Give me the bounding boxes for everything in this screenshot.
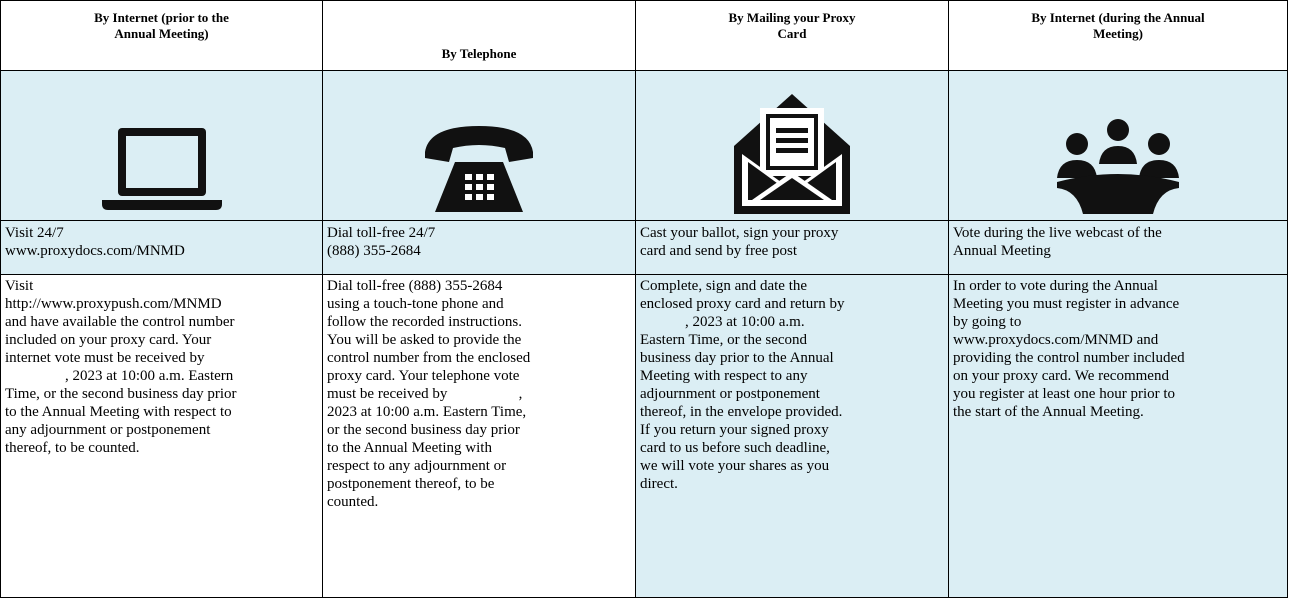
detail-line: direct. xyxy=(640,476,678,492)
detail-line: providing the control number included xyxy=(953,350,1185,366)
detail-line: follow the recorded instructions. xyxy=(327,314,522,330)
detail-internet-during xyxy=(949,275,1288,598)
detail-line: Eastern Time, or the second xyxy=(640,332,808,348)
summary-row xyxy=(1,221,1288,275)
detail-mail xyxy=(636,275,949,598)
icon-cell-internet-during xyxy=(949,71,1288,221)
detail-line: You will be asked to provide the xyxy=(327,332,522,348)
detail-internet-prior xyxy=(1,275,323,598)
header-mail xyxy=(636,1,949,71)
header-row xyxy=(1,1,1288,71)
detail-line: proxy card. Your telephone vote xyxy=(327,368,520,384)
detail-line: Meeting with respect to any xyxy=(640,368,808,384)
header-line: Meeting) xyxy=(1093,26,1143,41)
header-telephone xyxy=(323,1,636,71)
header-line: By Internet (prior to the xyxy=(94,10,229,25)
detail-line: respect to any adjournment or xyxy=(327,458,507,474)
detail-line: www.proxydocs.com/MNMD and xyxy=(953,332,1159,348)
detail-line: and have available the control number xyxy=(5,314,235,330)
meeting-people-icon xyxy=(1055,116,1181,216)
header-internet-prior xyxy=(1,1,323,71)
detail-line: control number from the enclosed xyxy=(327,350,531,366)
header-line: By Mailing your Proxy xyxy=(728,10,856,25)
detail-line: any adjournment or postponement xyxy=(5,422,211,438)
header-internet-during xyxy=(949,1,1288,71)
summary-line: card and send by free post xyxy=(640,243,798,259)
detail-line: counted. xyxy=(327,494,379,510)
detail-line: Time, or the second business day prior xyxy=(5,386,237,402)
header-line: By Telephone xyxy=(441,46,517,61)
summary-line: www.proxydocs.com/MNMD xyxy=(5,243,185,259)
icon-cell-internet-prior xyxy=(1,71,323,221)
detail-telephone xyxy=(323,275,636,598)
telephone-icon xyxy=(419,122,539,214)
detail-line: internet vote must be received by xyxy=(5,350,205,366)
detail-line: business day prior to the Annual xyxy=(640,350,834,366)
detail-line: Meeting you must register in advance xyxy=(953,296,1180,312)
header-line: Card xyxy=(777,26,807,41)
detail-line: 2023 at 10:00 a.m. Eastern Time, xyxy=(327,404,527,420)
detail-line: , 2023 at 10:00 a.m. Eastern xyxy=(5,368,234,384)
detail-line: the start of the Annual Meeting. xyxy=(953,404,1144,420)
header-line: By Internet (during the Annual xyxy=(1031,10,1205,25)
summary-line: Visit 24/7 xyxy=(5,225,64,241)
detail-line: or the second business day prior xyxy=(327,422,520,438)
summary-mail xyxy=(636,221,949,275)
detail-line: we will vote your shares as you xyxy=(640,458,830,474)
summary-line: Annual Meeting xyxy=(953,243,1051,259)
detail-line: thereof, in the envelope provided. xyxy=(640,404,843,420)
detail-line: by going to xyxy=(953,314,1022,330)
detail-line: If you return your signed proxy xyxy=(640,422,829,438)
summary-line: Dial toll-free 24/7 xyxy=(327,225,436,241)
detail-line: , 2023 at 10:00 a.m. xyxy=(640,314,805,330)
detail-line: enclosed proxy card and return by xyxy=(640,296,845,312)
detail-line: card to us before such deadline, xyxy=(640,440,830,456)
detail-line: Dial toll-free (888) 355-2684 xyxy=(327,278,503,294)
icon-row xyxy=(1,71,1288,221)
summary-line: Cast your ballot, sign your proxy xyxy=(640,225,839,241)
detail-line: thereof, to be counted. xyxy=(5,440,140,456)
header-line: Annual Meeting) xyxy=(114,26,209,41)
detail-line: postponement thereof, to be xyxy=(327,476,495,492)
icon-cell-telephone xyxy=(323,71,636,221)
detail-line: on your proxy card. We recommend xyxy=(953,368,1169,384)
summary-internet-during xyxy=(949,221,1288,275)
detail-line: In order to vote during the Annual xyxy=(953,278,1158,294)
summary-internet-prior xyxy=(1,221,323,275)
detail-line: adjournment or postponement xyxy=(640,386,820,402)
detail-row xyxy=(1,275,1288,598)
detail-line: using a touch-tone phone and xyxy=(327,296,504,312)
detail-line: Complete, sign and date the xyxy=(640,278,808,294)
detail-line: included on your proxy card. Your xyxy=(5,332,212,348)
mail-envelope-icon xyxy=(730,90,854,218)
summary-line: Vote during the live webcast of the xyxy=(953,225,1162,241)
laptop-icon xyxy=(100,124,224,214)
detail-line: http://www.proxypush.com/MNMD xyxy=(5,296,222,312)
summary-line: (888) 355-2684 xyxy=(327,243,421,259)
detail-line: you register at least one hour prior to xyxy=(953,386,1176,402)
detail-line: must be received by , xyxy=(327,386,523,402)
icon-cell-mail xyxy=(636,71,949,221)
detail-line: to the Annual Meeting with respect to xyxy=(5,404,232,420)
detail-line: Visit xyxy=(5,278,34,294)
detail-line: to the Annual Meeting with xyxy=(327,440,492,456)
summary-telephone xyxy=(323,221,636,275)
